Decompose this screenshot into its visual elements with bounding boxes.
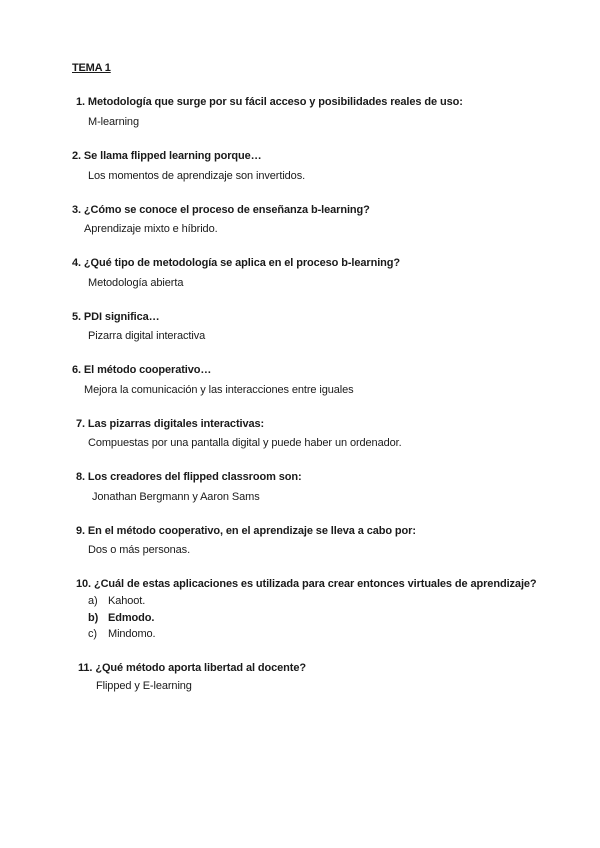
question-8: 8. Los creadores del flipped classroom son: [76, 471, 302, 483]
answer-5: Pizarra digital interactiva [88, 330, 206, 342]
question-10: 10. ¿Cuál de estas aplicaciones es utilizada para crear entonces virtuales de aprendizaje? [76, 578, 537, 590]
question-11: 11. ¿Qué método aporta libertad al docente? [78, 662, 306, 674]
option-b [88, 612, 154, 624]
option-a [88, 595, 145, 607]
answer-2: Los momentos de aprendizaje son invertidos. [88, 170, 306, 182]
page-title: TEMA 1 [72, 62, 111, 74]
option-b-letter: b) [88, 612, 99, 624]
option-c [88, 628, 156, 640]
question-1: 1. Metodología que surge por su fácil acceso y posibilidades reales de uso: [76, 96, 463, 108]
option-a-text: Kahoot. [108, 595, 146, 607]
answer-1: M-learning [88, 116, 139, 128]
question-3: 3. ¿Cómo se conoce el proceso de enseñanza b-learning? [72, 204, 370, 216]
question-4: 4. ¿Qué tipo de metodología se aplica en el proceso b-learning? [72, 257, 401, 269]
question-2: 2. Se llama flipped learning porque… [72, 150, 262, 162]
option-b-text: Edmodo. [108, 612, 155, 624]
question-7: 7. Las pizarras digitales interactivas: [76, 418, 265, 430]
option-c-text: Mindomo. [108, 628, 156, 640]
answer-7: Compuestas por una pantalla digital y puede haber un ordenador. [88, 437, 402, 449]
option-c-letter: c) [88, 628, 97, 640]
question-6: 6. El método cooperativo… [72, 364, 212, 376]
question-9: 9. En el método cooperativo, en el aprendizaje se lleva a cabo por: [76, 525, 416, 537]
option-a-letter: a) [88, 595, 98, 607]
question-5: 5. PDI significa… [72, 311, 160, 323]
answer-8: Jonathan Bergmann y Aaron Sams [92, 491, 260, 503]
answer-6: Mejora la comunicación y las interacciones entre iguales [84, 384, 354, 396]
answer-11: Flipped y E-learning [96, 680, 192, 692]
answer-9: Dos o más personas. [88, 544, 191, 556]
answer-4: Metodología abierta [88, 277, 184, 289]
answer-3: Aprendizaje mixto e híbrido. [84, 223, 218, 235]
